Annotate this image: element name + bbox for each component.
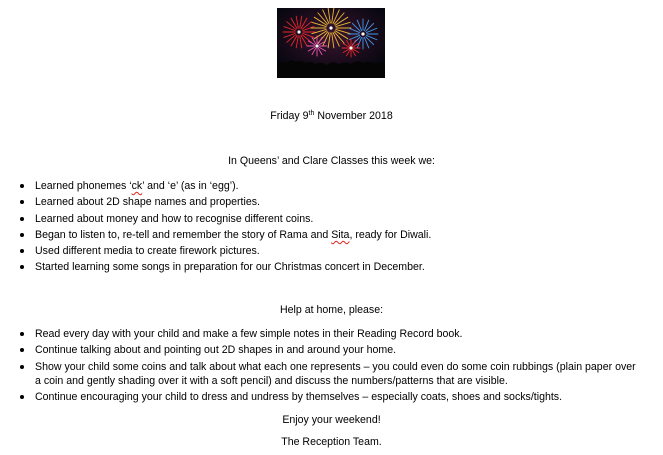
list-item: Started learning some songs in preparation for our Christmas concert in December. — [0, 260, 640, 276]
list-item — [0, 228, 640, 244]
list-item: Learned about money and how to recognise different coins. — [0, 212, 640, 228]
item-text: ’ and ‘e’ (as in ‘egg’). — [142, 180, 239, 192]
date-month-year: November 2018 — [314, 110, 393, 122]
help-heading: Help at home, please: — [279, 304, 384, 316]
list-item: Read every day with your child and make a few simple notes in their Reading Record book. — [0, 327, 640, 341]
spelling-flagged-word: Sita — [331, 228, 350, 241]
spelling-flagged-word: ck — [131, 180, 143, 192]
item-text: Learned phonemes ‘ — [35, 180, 132, 192]
item-text: Began to listen to, re-tell and remember the story of Rama and — [35, 228, 332, 241]
week-learning-list — [0, 179, 640, 277]
list-item: Show your child some coins and talk about what each one represents – you could even do some coin rubbings (plain paper over a coin and gently shading over it with a soft pencil) and discuss the numbers/patterns that are visible. — [0, 360, 640, 388]
list-item: Continue talking about and pointing out 2D shapes in and around your home. — [0, 343, 640, 357]
fireworks-image — [277, 8, 385, 78]
date-ordinal: th — [308, 110, 315, 117]
date-day: Friday 9 — [270, 110, 309, 122]
date-line — [0, 110, 663, 122]
list-item — [0, 179, 640, 195]
item-text: , ready for Diwali. — [349, 228, 432, 241]
list-item: Learned about 2D shape names and properties. — [0, 195, 640, 211]
help-at-home-list — [0, 327, 640, 406]
intro-heading: In Queens’ and Clare Classes this week we: — [228, 155, 435, 167]
closing-line: Enjoy your weekend! — [282, 414, 381, 426]
signature-line: The Reception Team. — [281, 436, 382, 448]
list-item: Continue encouraging your child to dress and undress by themselves – especially coats, shoes and socks/tights. — [0, 390, 640, 404]
list-item: Used different media to create firework pictures. — [0, 244, 640, 260]
